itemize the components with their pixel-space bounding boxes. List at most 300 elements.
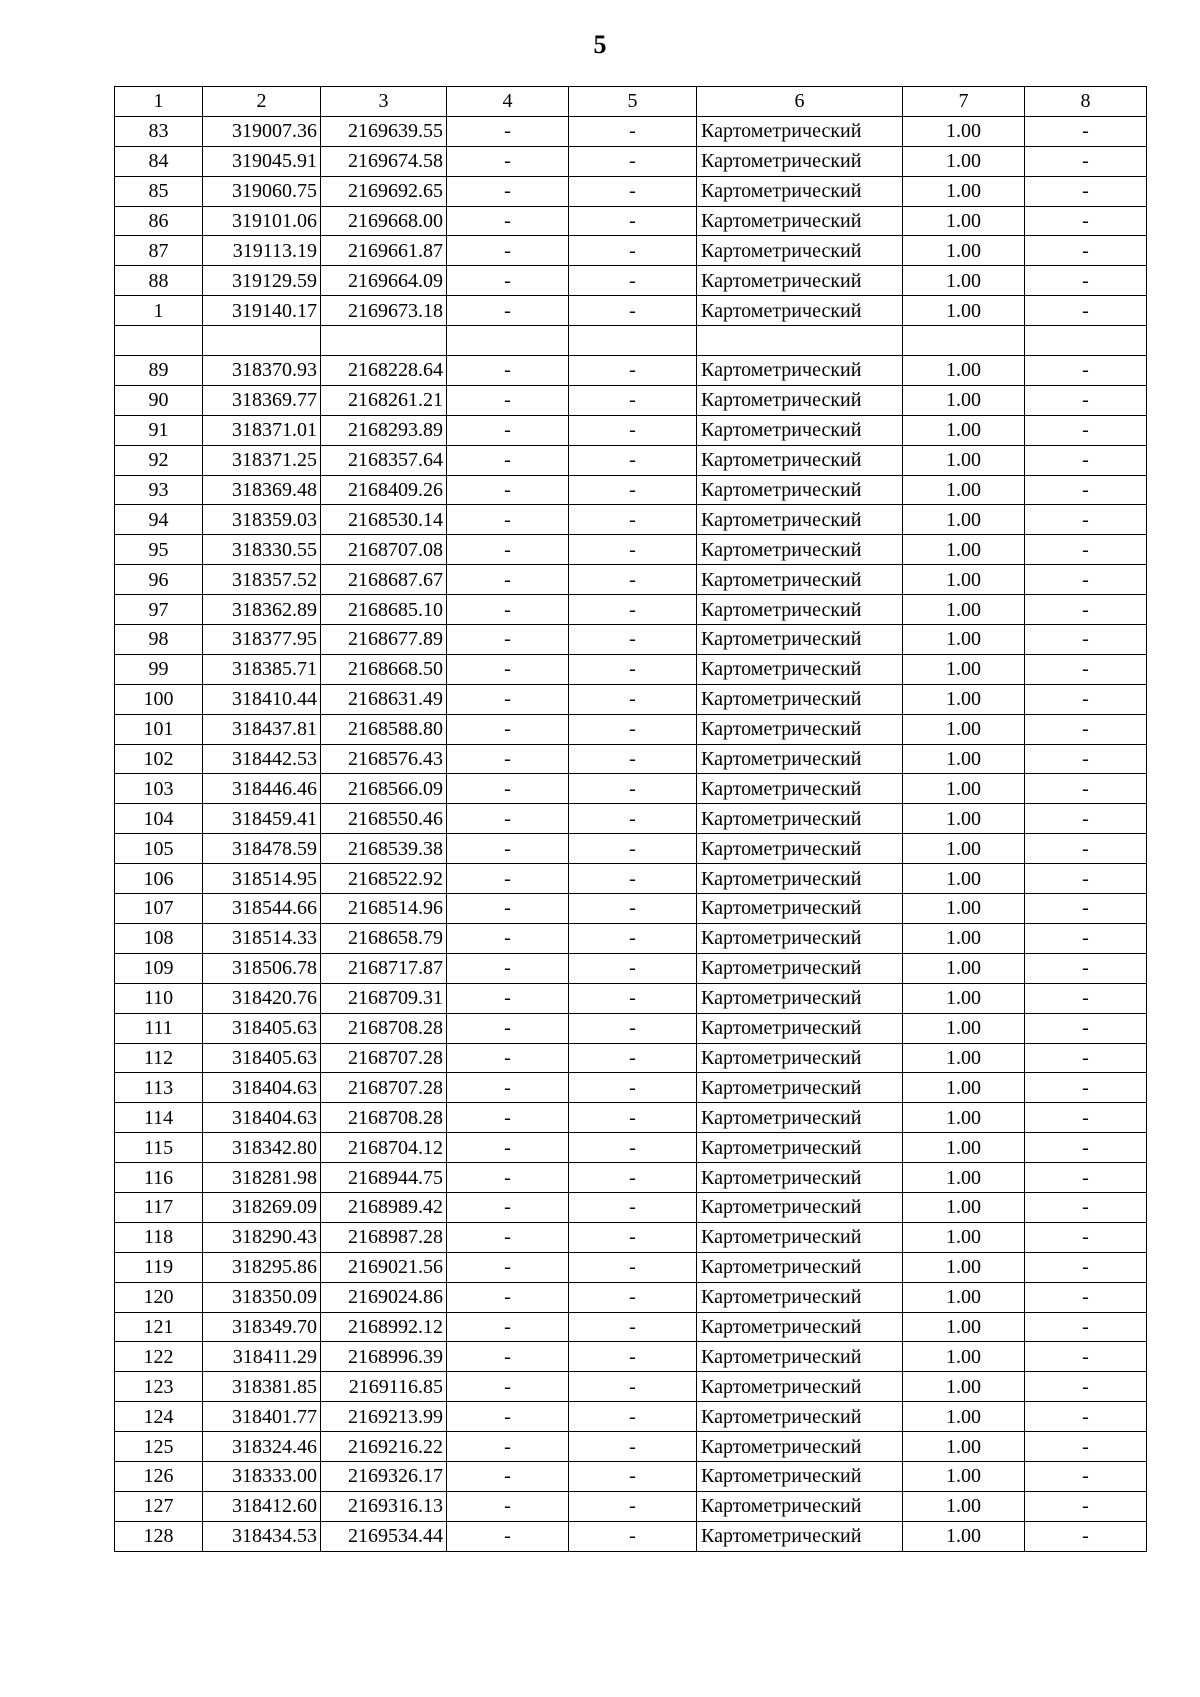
x-coordinate-cell: 318405.63 — [203, 1013, 321, 1043]
x-coordinate-cell: 318434.53 — [203, 1521, 321, 1551]
column-8-cell: - — [1025, 1312, 1147, 1342]
column-8-cell: - — [1025, 475, 1147, 505]
point-number-cell: 90 — [115, 385, 203, 415]
x-coordinate-cell: 318437.81 — [203, 714, 321, 744]
column-8-cell: - — [1025, 1192, 1147, 1222]
column-8-cell: - — [1025, 714, 1147, 744]
column-4-cell: - — [447, 565, 569, 595]
method-cell: Картометрический — [697, 176, 903, 206]
method-cell: Картометрический — [697, 1432, 903, 1462]
accuracy-cell: 1.00 — [903, 1252, 1025, 1282]
accuracy-cell: 1.00 — [903, 774, 1025, 804]
column-8-cell: - — [1025, 266, 1147, 296]
column-8-cell — [1025, 326, 1147, 356]
column-5-cell: - — [569, 535, 697, 565]
column-8-cell: - — [1025, 565, 1147, 595]
method-cell: Картометрический — [697, 146, 903, 176]
column-5-cell: - — [569, 953, 697, 983]
method-cell: Картометрический — [697, 1103, 903, 1133]
method-cell: Картометрический — [697, 804, 903, 834]
column-5-cell: - — [569, 1372, 697, 1402]
x-coordinate-cell: 318330.55 — [203, 535, 321, 565]
table-row — [115, 535, 1147, 565]
method-cell: Картометрический — [697, 1222, 903, 1252]
y-coordinate-cell: 2169673.18 — [321, 296, 447, 326]
accuracy-cell: 1.00 — [903, 1372, 1025, 1402]
x-coordinate-cell: 318333.00 — [203, 1461, 321, 1491]
column-5-cell: - — [569, 266, 697, 296]
method-cell: Картометрический — [697, 595, 903, 625]
y-coordinate-cell: 2168566.09 — [321, 774, 447, 804]
column-5-cell: - — [569, 1491, 697, 1521]
y-coordinate-cell: 2168707.08 — [321, 535, 447, 565]
column-5-cell: - — [569, 1163, 697, 1193]
column-8-cell: - — [1025, 206, 1147, 236]
point-number-cell: 117 — [115, 1192, 203, 1222]
table-row — [115, 983, 1147, 1013]
x-coordinate-cell: 318350.09 — [203, 1282, 321, 1312]
table-row — [115, 1491, 1147, 1521]
y-coordinate-cell: 2168357.64 — [321, 445, 447, 475]
column-4-cell: - — [447, 953, 569, 983]
column-8-cell: - — [1025, 983, 1147, 1013]
column-8-cell: - — [1025, 176, 1147, 206]
y-coordinate-cell: 2168228.64 — [321, 356, 447, 386]
table-row — [115, 356, 1147, 386]
column-4-cell: - — [447, 356, 569, 386]
table-row — [115, 1013, 1147, 1043]
column-5-cell: - — [569, 684, 697, 714]
y-coordinate-cell: 2168996.39 — [321, 1342, 447, 1372]
column-8-cell: - — [1025, 1282, 1147, 1312]
table-row — [115, 116, 1147, 146]
method-cell: Картометрический — [697, 774, 903, 804]
point-number-cell: 89 — [115, 356, 203, 386]
accuracy-cell: 1.00 — [903, 1103, 1025, 1133]
method-cell: Картометрический — [697, 923, 903, 953]
accuracy-cell: 1.00 — [903, 1282, 1025, 1312]
point-number-cell: 101 — [115, 714, 203, 744]
column-5-cell: - — [569, 1282, 697, 1312]
x-coordinate-cell: 318342.80 — [203, 1133, 321, 1163]
x-coordinate-cell: 319140.17 — [203, 296, 321, 326]
point-number-cell: 103 — [115, 774, 203, 804]
x-coordinate-cell: 318446.46 — [203, 774, 321, 804]
y-coordinate-cell: 2168687.67 — [321, 565, 447, 595]
x-coordinate-cell: 318377.95 — [203, 625, 321, 655]
y-coordinate-cell: 2168539.38 — [321, 834, 447, 864]
point-number-cell: 115 — [115, 1133, 203, 1163]
accuracy-cell: 1.00 — [903, 356, 1025, 386]
column-5-cell: - — [569, 1521, 697, 1551]
method-cell: Картометрический — [697, 535, 903, 565]
method-cell: Картометрический — [697, 415, 903, 445]
column-4-cell: - — [447, 1103, 569, 1133]
column-4-cell: - — [447, 505, 569, 535]
table-row — [115, 1133, 1147, 1163]
column-8-cell: - — [1025, 1372, 1147, 1402]
column-4-cell: - — [447, 146, 569, 176]
column-4-cell: - — [447, 894, 569, 924]
column-header-7: 7 — [903, 87, 1025, 117]
y-coordinate-cell: 2168704.12 — [321, 1133, 447, 1163]
column-4-cell: - — [447, 236, 569, 266]
table-row — [115, 654, 1147, 684]
accuracy-cell: 1.00 — [903, 1312, 1025, 1342]
accuracy-cell: 1.00 — [903, 236, 1025, 266]
column-4-cell: - — [447, 1163, 569, 1193]
y-coordinate-cell: 2168409.26 — [321, 475, 447, 505]
column-8-cell: - — [1025, 1163, 1147, 1193]
y-coordinate-cell: 2168530.14 — [321, 505, 447, 535]
column-4-cell: - — [447, 744, 569, 774]
column-8-cell: - — [1025, 535, 1147, 565]
x-coordinate-cell: 319129.59 — [203, 266, 321, 296]
column-4-cell: - — [447, 385, 569, 415]
y-coordinate-cell: 2169534.44 — [321, 1521, 447, 1551]
column-4-cell: - — [447, 1192, 569, 1222]
column-4-cell: - — [447, 475, 569, 505]
table-row — [115, 714, 1147, 744]
accuracy-cell: 1.00 — [903, 146, 1025, 176]
column-8-cell: - — [1025, 445, 1147, 475]
column-4-cell: - — [447, 1013, 569, 1043]
column-5-cell: - — [569, 1013, 697, 1043]
method-cell: Картометрический — [697, 1043, 903, 1073]
accuracy-cell: 1.00 — [903, 684, 1025, 714]
column-5-cell: - — [569, 923, 697, 953]
y-coordinate-cell: 2168685.10 — [321, 595, 447, 625]
y-coordinate-cell: 2168707.28 — [321, 1073, 447, 1103]
method-cell: Картометрический — [697, 1073, 903, 1103]
column-5-cell: - — [569, 385, 697, 415]
column-5-cell: - — [569, 565, 697, 595]
x-coordinate-cell: 318404.63 — [203, 1103, 321, 1133]
x-coordinate-cell — [203, 326, 321, 356]
accuracy-cell: 1.00 — [903, 266, 1025, 296]
column-4-cell: - — [447, 1372, 569, 1402]
point-number-cell: 86 — [115, 206, 203, 236]
table-row — [115, 1103, 1147, 1133]
method-cell: Картометрический — [697, 1372, 903, 1402]
x-coordinate-cell: 319007.36 — [203, 116, 321, 146]
column-5-cell: - — [569, 1192, 697, 1222]
accuracy-cell: 1.00 — [903, 475, 1025, 505]
y-coordinate-cell: 2169326.17 — [321, 1461, 447, 1491]
point-number-cell: 98 — [115, 625, 203, 655]
column-5-cell: - — [569, 804, 697, 834]
point-number-cell: 105 — [115, 834, 203, 864]
column-4-cell: - — [447, 1402, 569, 1432]
column-4-cell: - — [447, 296, 569, 326]
accuracy-cell: 1.00 — [903, 415, 1025, 445]
table-row — [115, 445, 1147, 475]
table-row — [115, 1163, 1147, 1193]
point-number-cell: 84 — [115, 146, 203, 176]
x-coordinate-cell: 319101.06 — [203, 206, 321, 236]
x-coordinate-cell: 319060.75 — [203, 176, 321, 206]
point-number-cell: 1 — [115, 296, 203, 326]
column-5-cell: - — [569, 834, 697, 864]
column-5-cell: - — [569, 1073, 697, 1103]
column-4-cell: - — [447, 266, 569, 296]
point-number-cell: 123 — [115, 1372, 203, 1402]
column-5-cell — [569, 326, 697, 356]
column-5-cell: - — [569, 475, 697, 505]
point-number-cell: 120 — [115, 1282, 203, 1312]
y-coordinate-cell: 2169024.86 — [321, 1282, 447, 1312]
accuracy-cell: 1.00 — [903, 953, 1025, 983]
method-cell: Картометрический — [697, 475, 903, 505]
method-cell: Картометрический — [697, 953, 903, 983]
method-cell: Картометрический — [697, 1342, 903, 1372]
table-row — [115, 505, 1147, 535]
y-coordinate-cell: 2169668.00 — [321, 206, 447, 236]
column-5-cell: - — [569, 654, 697, 684]
column-4-cell — [447, 326, 569, 356]
x-coordinate-cell: 319113.19 — [203, 236, 321, 266]
x-coordinate-cell: 318357.52 — [203, 565, 321, 595]
point-number-cell: 104 — [115, 804, 203, 834]
table-row — [115, 834, 1147, 864]
method-cell: Картометрический — [697, 1521, 903, 1551]
y-coordinate-cell: 2168522.92 — [321, 864, 447, 894]
column-header-2: 2 — [203, 87, 321, 117]
table-row — [115, 385, 1147, 415]
x-coordinate-cell: 318370.93 — [203, 356, 321, 386]
column-4-cell: - — [447, 1043, 569, 1073]
point-number-cell: 96 — [115, 565, 203, 595]
column-4-cell: - — [447, 983, 569, 1013]
y-coordinate-cell: 2169216.22 — [321, 1432, 447, 1462]
column-8-cell: - — [1025, 356, 1147, 386]
table-row — [115, 565, 1147, 595]
y-coordinate-cell: 2168588.80 — [321, 714, 447, 744]
column-4-cell: - — [447, 714, 569, 744]
column-5-cell: - — [569, 864, 697, 894]
method-cell: Картометрический — [697, 1461, 903, 1491]
column-4-cell: - — [447, 864, 569, 894]
accuracy-cell: 1.00 — [903, 1402, 1025, 1432]
table-body — [115, 116, 1147, 1551]
y-coordinate-cell: 2168293.89 — [321, 415, 447, 445]
accuracy-cell: 1.00 — [903, 1133, 1025, 1163]
accuracy-cell: 1.00 — [903, 864, 1025, 894]
column-5-cell: - — [569, 176, 697, 206]
column-4-cell: - — [447, 1342, 569, 1372]
column-5-cell: - — [569, 1402, 697, 1432]
column-8-cell: - — [1025, 1521, 1147, 1551]
method-cell: Картометрический — [697, 684, 903, 714]
y-coordinate-cell: 2168992.12 — [321, 1312, 447, 1342]
column-8-cell: - — [1025, 1103, 1147, 1133]
table-row — [115, 923, 1147, 953]
y-coordinate-cell: 2168631.49 — [321, 684, 447, 714]
column-5-cell: - — [569, 356, 697, 386]
column-8-cell: - — [1025, 654, 1147, 684]
column-5-cell: - — [569, 415, 697, 445]
column-4-cell: - — [447, 774, 569, 804]
y-coordinate-cell: 2168668.50 — [321, 654, 447, 684]
column-5-cell: - — [569, 774, 697, 804]
accuracy-cell: 1.00 — [903, 1043, 1025, 1073]
x-coordinate-cell: 318290.43 — [203, 1222, 321, 1252]
point-number-cell: 88 — [115, 266, 203, 296]
point-number-cell: 114 — [115, 1103, 203, 1133]
column-8-cell: - — [1025, 1013, 1147, 1043]
x-coordinate-cell: 318411.29 — [203, 1342, 321, 1372]
accuracy-cell — [903, 326, 1025, 356]
method-cell: Картометрический — [697, 744, 903, 774]
accuracy-cell: 1.00 — [903, 1192, 1025, 1222]
column-8-cell: - — [1025, 804, 1147, 834]
table-row — [115, 206, 1147, 236]
point-number-cell: 83 — [115, 116, 203, 146]
table-row — [115, 475, 1147, 505]
point-number-cell: 112 — [115, 1043, 203, 1073]
column-8-cell: - — [1025, 1133, 1147, 1163]
column-header-5: 5 — [569, 87, 697, 117]
accuracy-cell: 1.00 — [903, 714, 1025, 744]
table-header — [115, 87, 1147, 117]
column-5-cell: - — [569, 1312, 697, 1342]
point-number-cell: 113 — [115, 1073, 203, 1103]
table-row — [115, 1252, 1147, 1282]
y-coordinate-cell: 2169116.85 — [321, 1372, 447, 1402]
y-coordinate-cell: 2168707.28 — [321, 1043, 447, 1073]
header-row — [115, 87, 1147, 117]
table-row — [115, 1312, 1147, 1342]
column-4-cell: - — [447, 1073, 569, 1103]
column-8-cell: - — [1025, 595, 1147, 625]
column-8-cell: - — [1025, 296, 1147, 326]
y-coordinate-cell: 2168677.89 — [321, 625, 447, 655]
column-5-cell: - — [569, 146, 697, 176]
accuracy-cell: 1.00 — [903, 116, 1025, 146]
y-coordinate-cell: 2169661.87 — [321, 236, 447, 266]
table-row — [115, 625, 1147, 655]
method-cell: Картометрический — [697, 834, 903, 864]
method-cell: Картометрический — [697, 1192, 903, 1222]
x-coordinate-cell: 318544.66 — [203, 894, 321, 924]
method-cell: Картометрический — [697, 1312, 903, 1342]
y-coordinate-cell: 2168989.42 — [321, 1192, 447, 1222]
method-cell: Картометрический — [697, 505, 903, 535]
method-cell: Картометрический — [697, 565, 903, 595]
point-number-cell: 99 — [115, 654, 203, 684]
column-5-cell: - — [569, 1461, 697, 1491]
method-cell: Картометрический — [697, 1402, 903, 1432]
accuracy-cell: 1.00 — [903, 744, 1025, 774]
table-row — [115, 236, 1147, 266]
point-number-cell: 110 — [115, 983, 203, 1013]
accuracy-cell: 1.00 — [903, 206, 1025, 236]
column-8-cell: - — [1025, 1491, 1147, 1521]
column-5-cell: - — [569, 1222, 697, 1252]
column-8-cell: - — [1025, 625, 1147, 655]
column-5-cell: - — [569, 983, 697, 1013]
y-coordinate-cell: 2168987.28 — [321, 1222, 447, 1252]
table-row — [115, 1372, 1147, 1402]
column-5-cell: - — [569, 116, 697, 146]
y-coordinate-cell: 2169021.56 — [321, 1252, 447, 1282]
table-row — [115, 146, 1147, 176]
column-header-1: 1 — [115, 87, 203, 117]
x-coordinate-cell: 318514.95 — [203, 864, 321, 894]
accuracy-cell: 1.00 — [903, 804, 1025, 834]
column-4-cell: - — [447, 445, 569, 475]
column-header-6: 6 — [697, 87, 903, 117]
table-row — [115, 1402, 1147, 1432]
point-number-cell: 107 — [115, 894, 203, 924]
x-coordinate-cell: 318281.98 — [203, 1163, 321, 1193]
x-coordinate-cell: 318269.09 — [203, 1192, 321, 1222]
accuracy-cell: 1.00 — [903, 923, 1025, 953]
x-coordinate-cell: 318324.46 — [203, 1432, 321, 1462]
column-4-cell: - — [447, 1222, 569, 1252]
table-row — [115, 176, 1147, 206]
accuracy-cell: 1.00 — [903, 535, 1025, 565]
method-cell: Картометрический — [697, 296, 903, 326]
column-8-cell: - — [1025, 146, 1147, 176]
table-row — [115, 1043, 1147, 1073]
column-8-cell: - — [1025, 1073, 1147, 1103]
point-number-cell: 124 — [115, 1402, 203, 1432]
x-coordinate-cell: 318506.78 — [203, 953, 321, 983]
accuracy-cell: 1.00 — [903, 1163, 1025, 1193]
accuracy-cell: 1.00 — [903, 296, 1025, 326]
table-row — [115, 415, 1147, 445]
column-4-cell: - — [447, 116, 569, 146]
x-coordinate-cell: 318371.01 — [203, 415, 321, 445]
table-row — [115, 266, 1147, 296]
table-row — [115, 1282, 1147, 1312]
point-number-cell: 102 — [115, 744, 203, 774]
column-8-cell: - — [1025, 1432, 1147, 1462]
method-cell: Картометрический — [697, 206, 903, 236]
column-5-cell: - — [569, 625, 697, 655]
column-8-cell: - — [1025, 894, 1147, 924]
x-coordinate-cell: 318412.60 — [203, 1491, 321, 1521]
column-5-cell: - — [569, 714, 697, 744]
point-number-cell — [115, 326, 203, 356]
column-8-cell: - — [1025, 1222, 1147, 1252]
point-number-cell: 91 — [115, 415, 203, 445]
table-row — [115, 774, 1147, 804]
table-row — [115, 804, 1147, 834]
accuracy-cell: 1.00 — [903, 834, 1025, 864]
column-4-cell: - — [447, 1432, 569, 1462]
x-coordinate-cell: 318369.77 — [203, 385, 321, 415]
point-number-cell: 122 — [115, 1342, 203, 1372]
accuracy-cell: 1.00 — [903, 565, 1025, 595]
column-5-cell: - — [569, 505, 697, 535]
column-8-cell: - — [1025, 385, 1147, 415]
column-5-cell: - — [569, 1432, 697, 1462]
column-5-cell: - — [569, 1133, 697, 1163]
method-cell: Картометрический — [697, 1013, 903, 1043]
column-4-cell: - — [447, 1252, 569, 1282]
x-coordinate-cell: 318349.70 — [203, 1312, 321, 1342]
column-8-cell: - — [1025, 505, 1147, 535]
method-cell: Картометрический — [697, 625, 903, 655]
method-cell: Картометрический — [697, 1163, 903, 1193]
x-coordinate-cell: 318459.41 — [203, 804, 321, 834]
column-4-cell: - — [447, 834, 569, 864]
column-8-cell: - — [1025, 1461, 1147, 1491]
x-coordinate-cell: 318405.63 — [203, 1043, 321, 1073]
accuracy-cell: 1.00 — [903, 983, 1025, 1013]
